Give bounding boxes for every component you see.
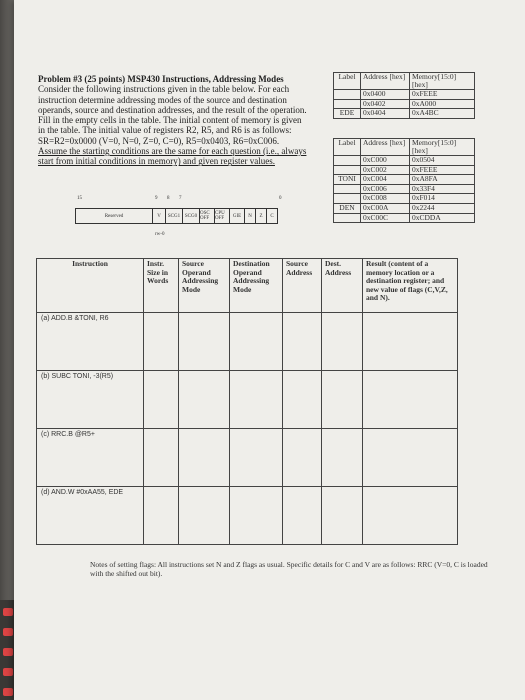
mem-value: 0x2244	[410, 203, 475, 213]
col-size: Instr. Size in Words	[144, 259, 179, 313]
answer-cell[interactable]	[144, 313, 179, 371]
answer-cell[interactable]	[283, 487, 322, 545]
answer-cell[interactable]	[363, 429, 458, 487]
answer-cell[interactable]	[322, 429, 363, 487]
status-register-diagram	[75, 196, 285, 236]
mem-value: 0xCDDA	[410, 213, 475, 223]
reg-c: C	[270, 213, 274, 219]
mem-address: 0x0400	[361, 90, 410, 100]
mem-label: DEN	[334, 203, 361, 213]
instruction-cell	[37, 429, 144, 487]
answer-cell[interactable]	[283, 313, 322, 371]
problem-statement	[38, 74, 308, 167]
header-label: Label	[334, 139, 361, 156]
answer-cell[interactable]	[322, 371, 363, 429]
problem-text: Consider the following instructions given in the table below. For each instruction determine addressing modes of the source and destination operands, source and destination addresses, and the result of the operation. Fill in the empty cells in the table. The initial content of memory is given in the table. The initial value of registers R2, R5, and R6 is as follows: SR=R2=0x0000 (V=0, N=0, Z=0, C=0), R5=0x0403, R6=0xC006.	[38, 84, 307, 146]
answer-cell[interactable]	[363, 313, 458, 371]
bit-9: 9	[155, 196, 158, 201]
mem-address: 0x0404	[361, 109, 410, 119]
mem-label: TONI	[334, 175, 361, 185]
mem-label	[334, 90, 361, 100]
instruction-a: (a) ADD.B &TONI, R6	[41, 315, 109, 322]
answer-cell[interactable]	[230, 313, 283, 371]
bit-numbers	[75, 196, 285, 204]
reg-scg1: SCG1	[166, 209, 183, 223]
answer-cell[interactable]	[363, 487, 458, 545]
answer-cell[interactable]	[179, 429, 230, 487]
mem-address: 0xC00A	[361, 203, 410, 213]
instruction-table	[36, 258, 458, 545]
mem-value: 0xA8FA	[410, 175, 475, 185]
bit-0: 0	[279, 196, 282, 201]
reg-reserved: Reserved	[76, 209, 153, 223]
answer-cell[interactable]	[230, 429, 283, 487]
reg-cpuoff: CPU OFF	[215, 209, 230, 223]
problem-heading: Problem #3 (25 points) MSP430 Instructions, Addressing Modes	[38, 74, 284, 84]
header-address: Address [hex]	[361, 73, 410, 90]
col-dst-addr: Dest. Address	[322, 259, 363, 313]
col-src-addr: Source Address	[283, 259, 322, 313]
col-dst-mode: Destination Operand Addressing Mode	[230, 259, 283, 313]
instruction-cell	[37, 313, 144, 371]
answer-cell[interactable]	[363, 371, 458, 429]
mem-label	[334, 184, 361, 194]
answer-cell[interactable]	[144, 429, 179, 487]
answer-cell[interactable]	[322, 487, 363, 545]
mem-value: 0x0504	[410, 156, 475, 166]
reg-rw: rw-0	[155, 232, 165, 237]
header-memory: Memory[15:0] [hex]	[410, 139, 475, 156]
header-label: Label	[334, 73, 361, 90]
answer-cell[interactable]	[322, 313, 363, 371]
answer-cell[interactable]	[283, 429, 322, 487]
mem-value: 0x33F4	[410, 184, 475, 194]
mem-value: 0xA000	[410, 99, 475, 109]
bit-15: 15	[77, 196, 82, 201]
col-result: Result (content of a memory location or a destination register; and new value of flags (C,V,Z, and N).	[363, 259, 458, 313]
reg-gie: GIE	[230, 209, 245, 223]
answer-cell[interactable]	[179, 487, 230, 545]
mem-value: 0xF014	[410, 194, 475, 204]
answer-cell[interactable]	[179, 371, 230, 429]
answer-cell[interactable]	[144, 487, 179, 545]
problem-conditions: Assume the starting conditions are the same for each question (i.e., always start from initial conditions in memory) and given register values.	[38, 146, 307, 167]
instruction-cell	[37, 487, 144, 545]
header-address: Address [hex]	[361, 139, 410, 156]
reg-z: Z	[256, 209, 267, 223]
mem-value: 0xFEEE	[410, 165, 475, 175]
flag-notes: Notes of setting flags: All instructions set N and Z flags as usual. Specific details for C and V are as follows: RRC (V=0, C is loaded with the shifted out bit).	[90, 560, 488, 578]
instruction-d: (d) AND.W #0xAA55, EDE	[41, 489, 124, 496]
mem-label	[334, 156, 361, 166]
mem-address: 0xC004	[361, 175, 410, 185]
answer-cell[interactable]	[144, 371, 179, 429]
mem-label: EDE	[334, 109, 361, 119]
binder-edge	[0, 600, 14, 700]
register-cells	[75, 208, 278, 224]
reg-scg0: SCG0	[183, 209, 200, 223]
mem-address: 0xC00C	[361, 213, 410, 223]
mem-value: 0xA4BC	[410, 109, 475, 119]
memory-table-2	[333, 138, 475, 223]
instruction-cell	[37, 371, 144, 429]
mem-address: 0xC002	[361, 165, 410, 175]
instruction-c: (c) RRC.B @R5+	[41, 431, 95, 438]
mem-value: 0xFEEE	[410, 90, 475, 100]
answer-cell[interactable]	[179, 313, 230, 371]
answer-cell[interactable]	[230, 487, 283, 545]
instruction-b: (b) SUBC TONI, -3(R5)	[41, 373, 114, 380]
memory-table-1	[333, 72, 475, 119]
answer-cell[interactable]	[230, 371, 283, 429]
mem-address: 0xC006	[361, 184, 410, 194]
bit-8: 8	[167, 196, 170, 201]
mem-address: 0x0402	[361, 99, 410, 109]
col-instruction: Instruction	[37, 259, 144, 313]
mem-label	[334, 213, 361, 223]
mem-address: 0xC008	[361, 194, 410, 204]
answer-cell[interactable]	[283, 371, 322, 429]
mem-address: 0xC000	[361, 156, 410, 166]
col-src-mode: Source Operand Addressing Mode	[179, 259, 230, 313]
bit-7: 7	[179, 196, 182, 201]
reg-oscoff: OSC OFF	[200, 209, 215, 223]
reg-v: V	[153, 209, 166, 223]
header-memory: Memory[15:0] [hex]	[410, 73, 475, 90]
reg-n: N	[245, 209, 256, 223]
